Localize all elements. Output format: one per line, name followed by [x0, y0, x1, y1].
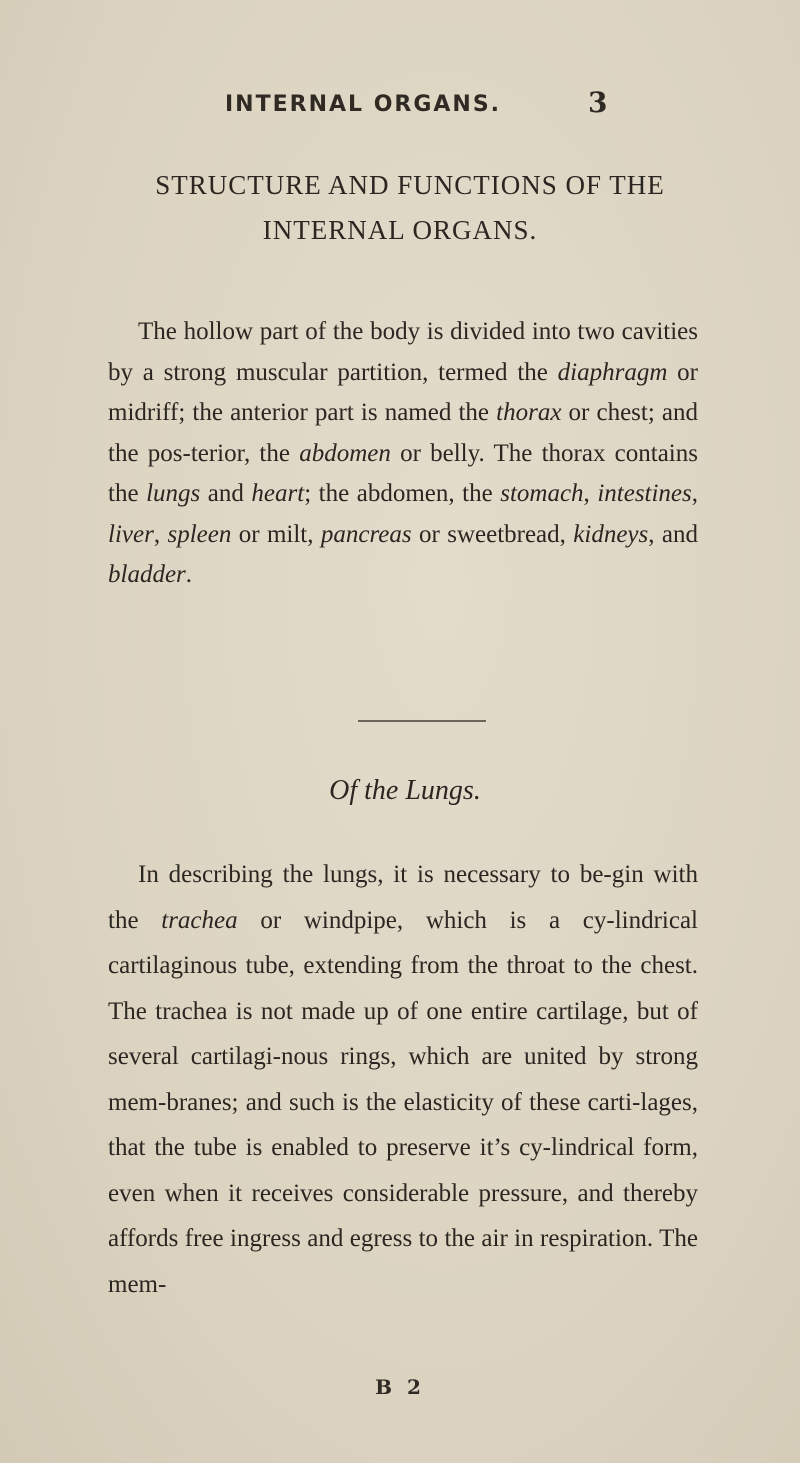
intro-text: ; the abdomen, the — [304, 480, 501, 507]
intro-text: or milt, — [231, 520, 321, 548]
lungs-text: In describing the lungs, it is necessary to be-gin with the — [108, 861, 698, 934]
section-heading: Of the Lungs. — [329, 775, 481, 806]
running-head — [0, 86, 800, 132]
term-kidneys: kidneys — [573, 520, 649, 548]
term-thorax: thorax — [496, 399, 562, 426]
term-abdomen: abdomen — [299, 439, 391, 467]
intro-text: , and — [648, 520, 699, 548]
term-pancreas: pancreas — [320, 520, 412, 548]
intro-text: , — [583, 480, 598, 507]
intro-text: , — [691, 480, 699, 507]
term-bladder: bladder — [108, 561, 186, 588]
term-lungs: lungs — [146, 480, 201, 507]
intro-text: The hollow part of the body is divided into two cavities by a strong muscular partition, termed the — [108, 318, 698, 386]
intro-text: . — [185, 561, 193, 588]
signature-mark: B 2 — [375, 1375, 425, 1399]
intro-text: and — [200, 480, 252, 507]
term-liver: liver — [108, 520, 154, 548]
intro-text: or chest; and the pos-terior, the — [108, 399, 699, 467]
section-divider — [358, 720, 486, 722]
chapter-title-line-1: STRUCTURE AND FUNCTIONS OF THE — [155, 170, 665, 200]
intro-text: or sweetbread, — [411, 520, 574, 548]
term-intestines: intestines — [597, 480, 692, 507]
intro-paragraph — [108, 312, 698, 596]
term-diaphragm: diaphragm — [557, 358, 668, 386]
term-stomach: stomach — [500, 480, 584, 507]
term-heart: heart — [251, 480, 305, 507]
lungs-text: or windpipe, which is a cy-lindrical cartilaginous tube, extending from the throat to the chest. The trachea is not made up of one entire cartilage, but of several cartilagi-nous rings, which are united by strong mem-branes; and such is the elasticity of these carti-lages, that the tube is enabled to preserve it’s cy-lindrical form, even when it receives considerable pressure, and thereby affords free ingress and egress to the air in respiration. The mem- — [108, 906, 698, 1298]
page-number: 3 — [588, 86, 608, 119]
chapter-title — [0, 170, 800, 246]
lungs-paragraph — [108, 852, 698, 1307]
running-title: INTERNAL ORGANS. — [225, 92, 502, 117]
chapter-title-line-2: INTERNAL ORGANS. — [262, 215, 538, 245]
term-trachea: trachea — [161, 906, 238, 934]
term-spleen: spleen — [167, 520, 232, 548]
intro-text: or belly. The thorax contains the — [108, 439, 698, 507]
intro-text: or midriff; the anterior part is named the — [108, 358, 699, 426]
intro-text: , — [153, 520, 168, 548]
